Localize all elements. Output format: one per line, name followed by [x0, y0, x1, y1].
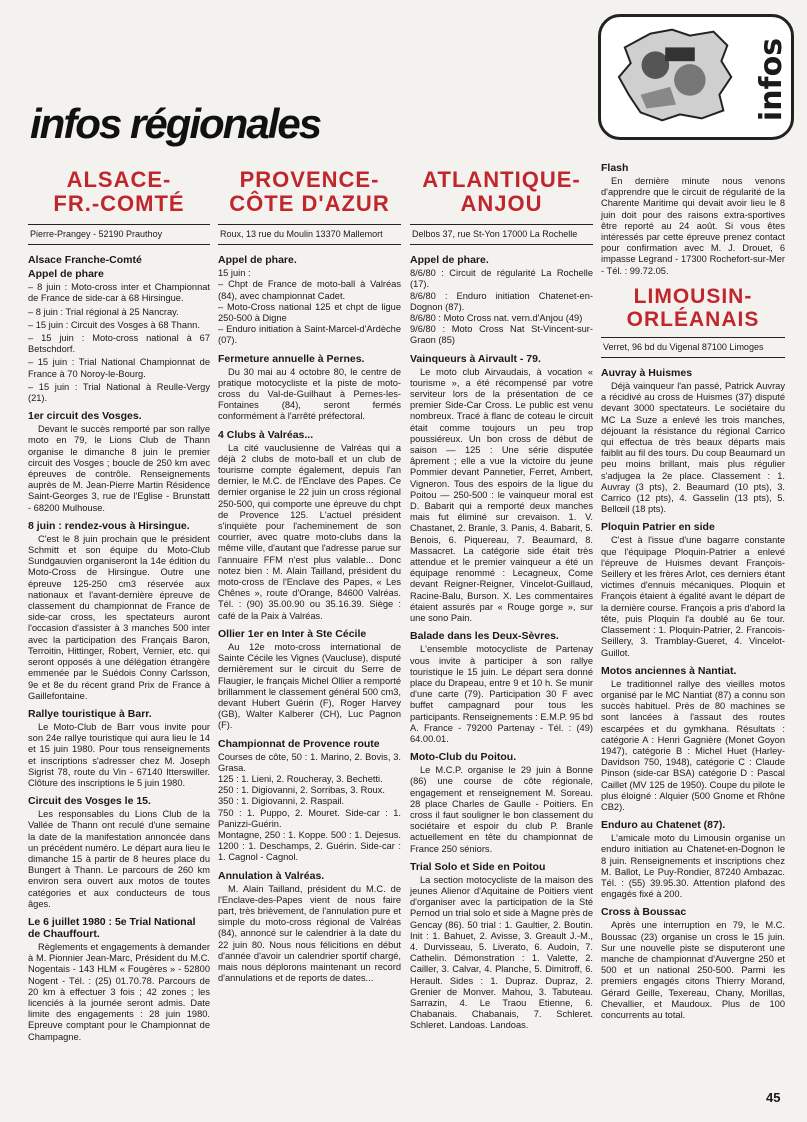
- article-heading: Fermeture annuelle à Pernes.: [218, 352, 365, 365]
- article-text: 8/6/80 : Circuit de régularité La Rochelle (17). 8/6/80 : Enduro initiation Chatenet-en-Dognon (87). 8/6/80 : Moto Cross nat. vern.d'Anjou (49) 9/6/80 : Moto Cross Nat St-Vincent-sur-Graon (85): [410, 268, 593, 346]
- article-text: Le Moto-Club de Barr vous invite pour son 24e rallye touristique qui aura lieu le 14 et 15 juin 1980. Pour tous renseignements et inscriptions s'adresser chez M. Joseph Sigrist 78, route du Vin - 67140 Itterswiller. Clôture des inscriptions le 5 juin 1980.: [28, 721, 210, 788]
- article-heading: Circuit des Vosges le 15.: [28, 795, 151, 808]
- article-heading: Le 6 juillet 1980 : 5e Trial National de Chauffourt.: [28, 915, 196, 940]
- article-text: Règlements et engagements à demander à M. Pionnier Jean-Marc, Président du M.C. Nogentais - 143 HLM « Fougères » - 52800 Nogent - Tél. : (25) 01.70.78. Parcours de 20 km à effectuer 3 fois ; 42 zones ; les licenciés à la journée seront admis. Date limite des engagements : 28 juin 1980. Epreuve comptant pour le Championnat de Champagne.: [28, 941, 210, 1042]
- article-text: En dernière minute nous venons d'apprendre que le circuit de régularité de la Charente Maritime qui devait avoir lieu le 8 juin doit pour des raisons extra-sportives être reporté au 24 août. Si vous êtes intéressés par cette épreuve prenez contact pour confirmation avec M. J. Drouet, 6 impasse Legrand - 17300 Rochefort-sur-Mer - Tél. : 99.72.05.: [601, 176, 785, 276]
- article-text: M. Alain Tailland, président du M.C. de l'Enclave-des-Papes vient de nous faire part, très brièvement, de l'annulation pure et simple du moto-cross régional de Valréas (84), annoncé sur le calendrier à la date du 22 juin 80. Nous nous félicitions en début d'année d'avoir un calendrier sportif chargé, mais nous déplorons maintenant un record d'annulations et de reports de dates...: [218, 883, 401, 984]
- article-heading: Championnat de Provence route: [218, 737, 380, 750]
- article-heading: Motos anciennes à Nantiat.: [601, 664, 737, 677]
- page-title: infos régionales: [30, 100, 321, 147]
- article-heading: Enduro au Chatenet (87).: [601, 819, 726, 832]
- article-heading: Ploquin Patrier en side: [601, 521, 715, 534]
- region-title: ATLANTIQUE- ANJOU: [422, 167, 581, 216]
- article-text: C'est à l'issue d'une bagarre constante que l'équipage Ploquin-Patrier a enlevé l'épreuve de Huismes devant François-Seillery et les frères Arlot, ces derniers étant victimes d'ennuis mécaniques. Ploquin et François étaient à égalité avant le départ de la dernière course. François a pris d'abord la tête, puis Ploquin l'a doublé au 6e tour. Classement : 1. Ploquin-Patrier, 2. Francois-Seillery, 3. Tramblay-Gueret, 4. Vincelot-Guillot.: [601, 535, 785, 658]
- list-item: – 15 juin : Circuit des Vosges à 68 Thann.: [28, 319, 200, 330]
- article-heading: Annulation à Valréas.: [218, 869, 325, 882]
- article-heading: Rallye touristique à Barr.: [28, 707, 152, 720]
- correspondent-address: Roux, 13 rue du Moulin 13370 Mallemort: [218, 224, 401, 245]
- section-heading: Alsace Franche-Comté: [28, 254, 142, 267]
- article-heading: Trial Solo et Side en Poitou: [410, 860, 546, 873]
- region-title: PROVENCE- CÔTE D'AZUR: [229, 167, 390, 216]
- article-text: Le M.C.P. organise le 29 juin à Bonne (86) une course de côte régionale, engagement et renseignement M. Soreau. 28 place Charles de Gaulle - Poitiers. En cross il faut souligner le bon classement du sociétaire et espoir du club P. Branle actuellement en tête du championnat de France 250 séniors.: [410, 765, 593, 854]
- list-item: – 15 juin : Moto-cross national à 67 Betschdorf.: [28, 333, 210, 355]
- column-alsace: [28, 160, 210, 1045]
- article-text: Les responsables du Lions Club de la Vallée de Thann ont reculé d'une semaine la date de la manifestation annoncée dans un précédent numéro. Le départ aura lieu le dimanche 15 à partir de 8 heures place du Bungert à Thann. Le parcours de 260 km environ sera ouvert aux motos de toutes catégories et aux conducteurs de tous âges.: [28, 809, 210, 909]
- section-heading: Appel de phare: [28, 268, 104, 281]
- article-heading: 4 Clubs à Valréas...: [218, 428, 314, 441]
- column-atlantique: [410, 160, 593, 1034]
- article-text: Le traditionnel rallye des vieilles motos organisé par le MC Nantiat (87) a connu son succès habituel. Près de 80 machines se sont lancées à l'assaut des routes escarpées et du gymkhana. Résultats : catégorie A : Henri Gagnière (Monet Goyon 1947), catégorie B : Michel Huet (Harley-Davidson 750, 1948), catégorie C : Claude Pinson (side-car BSA) catégorie D : Pascal Caillet (MV 125 de 1950). Coupe du pilote le plus éloigné : Alquier (500 Gnome et Rhône CB2).: [601, 678, 785, 812]
- article-text: Le moto club Airvaudais, à vocation « tourisme », a été récompensé par votre serviteur lors de la présentation de ce premier Side-Car Cross. Le public est venu nombreux. Tracé à flanc de coteau le circuit était comme toujours un peu trop poussiéreux. Un bon cross de début de saison — 125 : Une série disputée âprement ; elle a vue la victoire du jeune Pommier devant Pannetier, Ferret, Ambert, Vigneron. Tous des espoirs de la ligue du Poitou — 250-500 : le vainqueur moral est D. Babarit qui a remporté deux manches mais fut éliminé sur crevaison. 1. V. Chastanet, 2. Branle, 3. Panis, 4. Babarit, 5. Benois, 6. Piquereau, 7. Beaumard, 8. Massacret. La catégorie side était très attendue et le premier vainqueur a été un équipage renommé : Lecagneux, Come devant Reigner-Reigner, Vincelot-Guillaud, Racine-Balu, Burson. X. Les commentaires étaient assurés par « Rouge gorge », sur une sono Pain.: [410, 366, 593, 624]
- article-text: La cité vauclusienne de Valréas qui a déjà 2 clubs de moto-ball et un club de tourisme compte également, depuis l'an dernier, le M.C. de l'Enclave des Papes. Ce dernier organise le 22 juin un cross régional 250-500, qui comporte une épreuve du chpt de Provence 125. L'actuel président s'inquiète pour l'acheminement de son courrier, avec quatre moto-clubs dans la même ville, d'autant que l'adresse parue sur l'annuaire FFM n'est plus valable... Donc notez bien : M. Alain Tailland, président du moto-cross de l'Enclave des Papes, « Les Chênes », route d'Orange, 84600 Valréas. Tél. : (90) 35.00.90 ou 35.16.39. Siège : café de la Paix à Valréas.: [218, 442, 401, 621]
- article-text: L'amicale moto du Limousin organise un enduro initiation au Chatenet-en-Dognon le 8 juin. Renseignements et inscriptions chez M. Ballot, Le Puy-Rondier, 87240 Ambazac. Tél. : (55) 39.95.30. Attention plafond des engagés fixé à 200.: [601, 833, 785, 900]
- article-text: Courses de côte, 50 : 1. Marino, 2. Bovis, 3. Grasa. 125 : 1. Lieni, 2. Roucheray, 3. Bechetti. 250 : 1. Digiovanni, 2. Sorribas, 3. Roux. 350 : 1. Digiovanni, 2. Raspail. 750 : 1. Puppo, 2. Mouret. Side-car : 1. Panizzi-Guérin. Montagne, 250 : 1. Koppe. 500 : 1. Dejesus. 1200 : 1. Deschamps, 2. Guérin. Side-car : 1. Cagnol - Cagnol.: [218, 751, 401, 863]
- article-heading: Cross à Boussac: [601, 906, 687, 919]
- logo-word: infos: [754, 37, 790, 121]
- list-item: – 15 juin : Trial National à Reulle-Vergy (21).: [28, 381, 210, 404]
- article-text: Au 12e moto-cross international de Sainte Cécile les Vignes (Vaucluse), disputé dernièrement sur le circuit du Serre de Flaugier, le français Michel Ollier a remporté brillamment le classement général 500 cm3, devant Hubert Guérin (F), Roger Harvey (GB), Walter Kalberer (CH), Luc Pagnon (F).: [218, 641, 401, 731]
- article-text: Après une interruption en 79, le M.C. Boussac (23) organise un cross le 15 juin. Sur une nouvelle piste se disputeront une manche de championnat d'Auvergne 250 et 500 et un national 250-500. Parmi les premiers engagés citons Thierry Morand, Gérard Geille, Texereau, Chany, Morillas, Chevallier, et Maudoux. Plus de 100 concurrents au total.: [601, 920, 785, 1020]
- correspondent-address: Delbos 37, rue St-Yon 17000 La Rochelle: [410, 224, 593, 245]
- article-text: La section motocycliste de la maison des jeunes Alienor d'Aquitaine de Poitiers vient d'organiser avec la participation de la Sté Pernod un trial solo et side à Magne près de Gencay (86). 50 trial : 1. Gaultier, 2. Boutin. Init : 1. Bahuet, 2. Avisse, 3. Greault J.-M., 4. Durvisseau, 5. Liverato, 6. Audoin, 7. Cathelin. Démonstration : 1. Valette, 2. Cailler, 3. Calvar, 4. Planche, 5. Dimitroff, 6. Herault. Sides : 1. Dupraz. Dupraz, 2. Grenier de Monver. Mahou, 3. Tabuteau. Sarrazin, 4. Le Traou Etienne, 6. Chabanais. Chabanais, 7. Schleret. Schleret. Landoas. Landoas.: [410, 874, 593, 1031]
- article-text: L'ensemble motocycliste de Partenay vous invite à participer à son rallye touristique le 15 juin. Le départ sera donné place du Drapeau, entre 9 et 10 h. Se munir d'une carte (79). Participation 30 F avec buffet campagnard pour tous les participants. Renseignements : E.M.P. 95 bd A. France - 79200 Partenay - Tél. : (49) 64.00.01.: [410, 644, 593, 744]
- list-item: – 8 juin : Trial régional à 25 Nancray.: [28, 306, 179, 317]
- correspondent-address: Verret, 96 bd du Vigenal 87100 Limoges: [601, 337, 785, 358]
- infos-logo: [598, 14, 794, 140]
- article-heading: Vainqueurs à Airvault - 79.: [410, 352, 541, 365]
- article-text: 15 juin : – Chpt de France de moto-ball à Valréas (84), avec championnat Cadet. – Moto-Cross national 125 et chpt de ligue 250-500 à Digne – Enduro initiation à Saint-Marcel-d'Ardèche (07).: [218, 268, 401, 346]
- flash-heading: Flash: [601, 162, 629, 174]
- article-heading: Moto-Club du Poitou.: [410, 751, 517, 764]
- column-provence: [218, 160, 401, 986]
- column-limousin: [601, 162, 785, 1023]
- article-heading: 8 juin : rendez-vous à Hirsingue.: [28, 519, 190, 532]
- article-text: C'est le 8 juin prochain que le président Schmitt et son équipe du Moto-Club Sundgauvien organiseront la 14e édition du Moto-Cross de Hirsingue. Outre une épreuve 125-250 cm3 réservée aux nationaux et l'avant-dernière épreuve de classement du championnat de France de side-car cross, les spectateurs auront l'occasion d'assister à 3 manches 500 inter avec la participation des Français Baron, Terroitin, Hittinger, Robert, Vernier, etc. qui seront opposés à une délégation étrangère emmenée par le Suédois Conny Carlsson, 9e et 8e du récent grand Prix de France à Gaillefontaine.: [28, 533, 210, 701]
- article-heading: Balade dans les Deux-Sèvres.: [410, 630, 559, 643]
- region-title: ALSACE- FR.-COMTÉ: [53, 167, 185, 216]
- list-item: – 15 juin : Trial National Championnat de France à 70 Noroy-le-Bourg.: [28, 357, 210, 379]
- article-heading: Ollier 1er en Inter à Ste Cécile: [218, 627, 367, 640]
- article-heading: 1er circuit des Vosges.: [28, 410, 142, 423]
- list-item: – 8 juin : Moto-cross inter et Championnat de France de side-car à 68 Hirsingue.: [28, 282, 210, 304]
- article-heading: Auvray à Huismes: [601, 367, 693, 380]
- article-heading: Appel de phare.: [410, 254, 489, 267]
- article-text: Du 30 mai au 4 octobre 80, le centre de pratique motocycliste et la piste de moto-cross du Val-de-Guilhaut à Pernes-les-Fontaines (84), seront fermés conformément à l'arrêté préfectoral.: [218, 366, 401, 422]
- region-title: LIMOUSIN- ORLÉANAIS: [626, 284, 760, 331]
- correspondent-address: Pierre-Prangey - 52190 Prauthoy: [28, 224, 210, 245]
- article-text: Déjà vainqueur l'an passé, Patrick Auvray a récidivé au cross de Huismes (37) disputé devant 3000 spectateurs. Le sociétaire du MC La Suze a enlevé les trois manches, déjouant la résistance du régional Carrico qui effectua de très beaux départs mais faiblit au fil des tours. Du coup Beaumard un peu moins brillant, mais plus régulier s'adjugea la 2e place. Classement : 1. Auvray (3 pts), 2. Beaumard (10 pts), 3. Carrico (12 pts), 4. Gasselin (13 pts), 5. Bellœil (18 pts).: [601, 381, 785, 515]
- article-text: Devant le succès remporté par son rallye moto en 79, le Lions Club de Thann organise le dimanche 8 juin le premier circuit des Vosges ; boucle de 250 km avec épreuves de contrôle. Renseignements auprès de M. Jean-Pierre Martin Résidence Saint-Georges 3, rue de l'Eglise - Brunstatt - 68200 Mulhouse.: [28, 424, 210, 513]
- page-number: 45: [766, 1090, 781, 1105]
- france-map-icon: [611, 25, 749, 125]
- article-heading: Appel de phare.: [218, 254, 297, 267]
